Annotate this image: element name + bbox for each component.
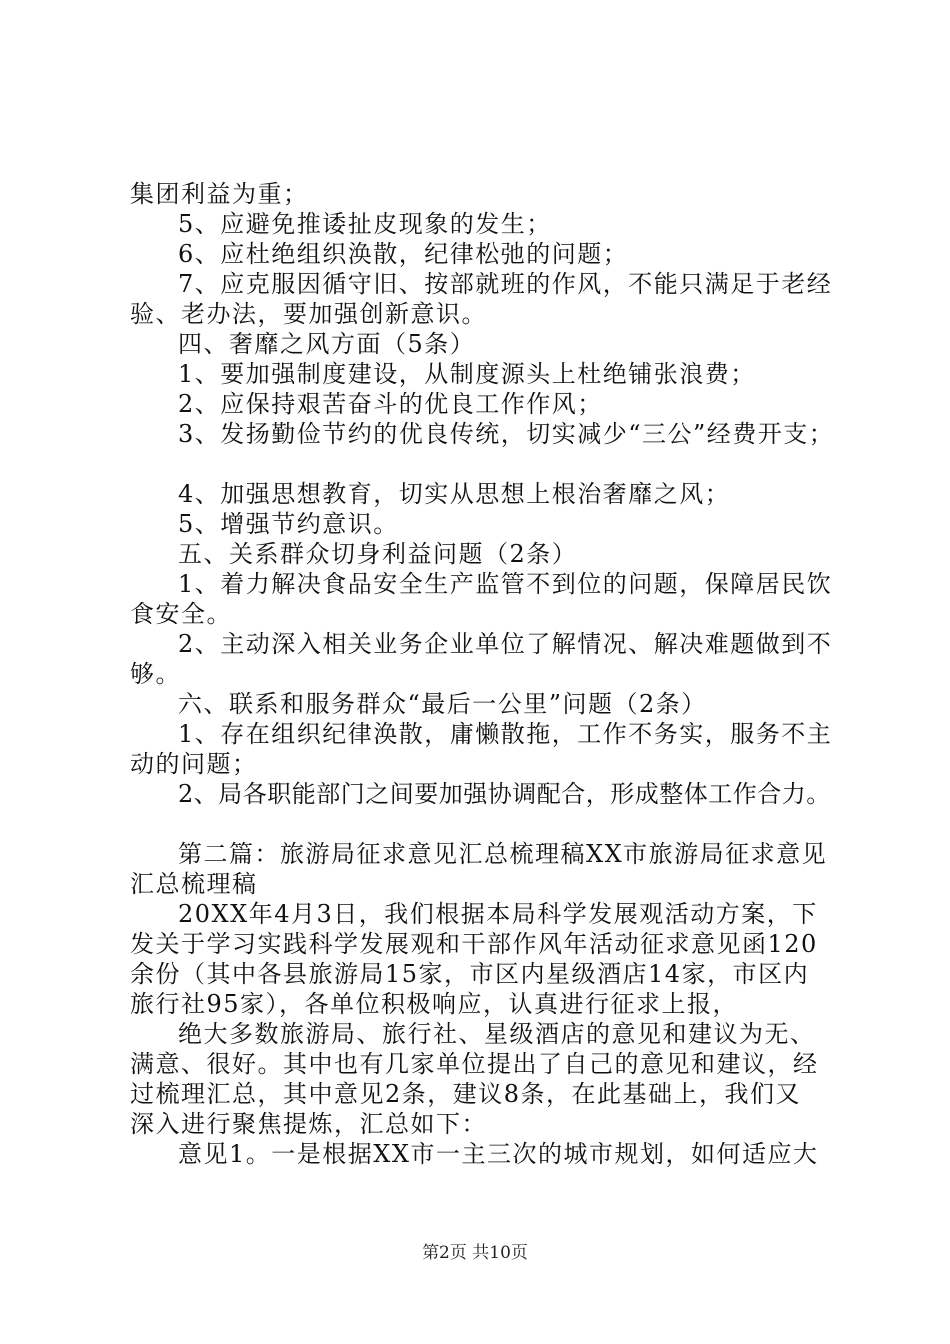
text-line: 验、老办法，要加强创新意识。 [130, 300, 487, 328]
text-line: 20XX年4月3日，我们根据本局科学发展观活动方案，下 [178, 900, 818, 928]
text-line: 旅行社95家），各单位积极响应，认真进行征求上报， [130, 990, 739, 1018]
text-line: 1、要加强制度建设，从制度源头上杜绝铺张浪费； [178, 360, 756, 388]
text-line: 集团利益为重； [130, 180, 309, 208]
text-line: 意见1。一是根据XX市一主三次的城市规划，如何适应大 [178, 1140, 819, 1168]
page-number: 第2页 共10页 [422, 1243, 528, 1263]
text-line: 3、发扬勤俭节约的优良传统，切实减少“三公”经费开支； [178, 420, 835, 448]
text-line: 2、应保持艰苦奋斗的优良工作作风； [178, 390, 603, 418]
text-line: 7、应克服因循守旧、按部就班的作风，不能只满足于老经 [178, 270, 833, 298]
text-line: 4、加强思想教育，切实从思想上根治奢靡之风； [178, 480, 731, 508]
section-heading: 五、关系群众切身利益问题（2条） [178, 540, 578, 568]
text-line: 动的问题； [130, 750, 258, 778]
text-line: 食安全。 [130, 600, 232, 628]
text-line: 够。 [130, 660, 181, 688]
text-line: 满意、很好。其中也有几家单位提出了自己的意见和建议，经 [130, 1050, 819, 1078]
chapter-heading: 第二篇：旅游局征求意见汇总梳理稿XX市旅游局征求意见 [178, 840, 828, 868]
chapter-heading: 汇总梳理稿 [130, 870, 258, 898]
text-line: 5、增强节约意识。 [178, 510, 399, 538]
text-line: 5、应避免推诿扯皮现象的发生； [178, 210, 552, 238]
section-heading: 六、联系和服务群众“最后一公里”问题（2条） [178, 690, 707, 718]
text-line: 1、存在组织纪律涣散，庸懒散拖，工作不务实，服务不主 [178, 720, 833, 748]
text-line: 2、局各职能部门之间要加强协调配合，形成整体工作合力。 [178, 780, 831, 808]
section-heading: 四、奢靡之风方面（5条） [178, 330, 476, 358]
text-line: 发关于学习实践科学发展观和干部作风年活动征求意见函120 [130, 930, 818, 958]
text-line: 绝大多数旅游局、旅行社、星级酒店的意见和建议为无、 [178, 1020, 816, 1048]
text-line: 2、主动深入相关业务企业单位了解情况、解决难题做到不 [178, 630, 833, 658]
text-line: 余份（其中各县旅游局15家，市区内星级酒店14家，市区内 [130, 960, 810, 988]
text-line: 1、着力解决食品安全生产监管不到位的问题，保障居民饮 [178, 570, 833, 598]
text-line: 6、应杜绝组织涣散，纪律松弛的问题； [178, 240, 629, 268]
text-line: 深入进行聚焦提炼，汇总如下： [130, 1110, 487, 1138]
text-line: 过梳理汇总，其中意见2条，建议8条，在此基础上，我们又 [130, 1080, 802, 1108]
